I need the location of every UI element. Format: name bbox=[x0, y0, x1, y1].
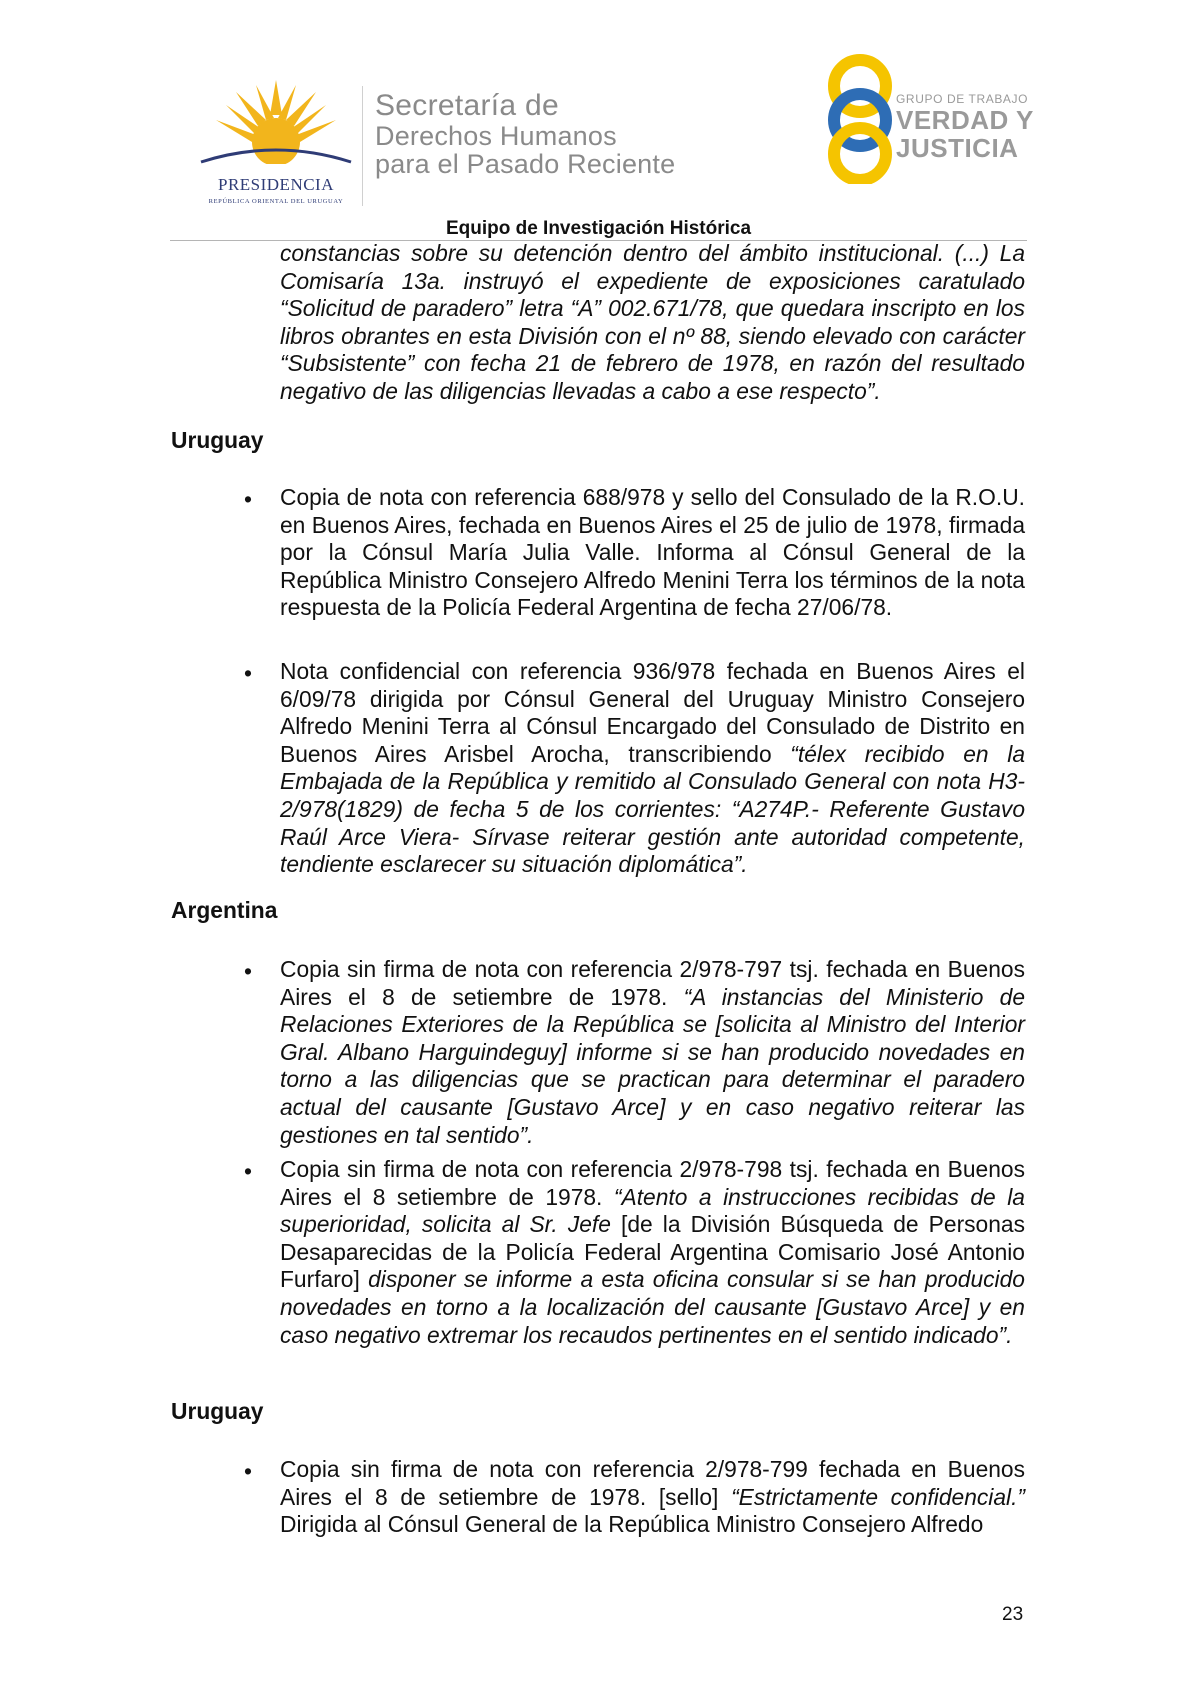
section-heading-argentina: Argentina bbox=[171, 897, 278, 923]
list-item-4 bbox=[280, 1156, 1025, 1349]
sun-emblem-icon bbox=[196, 80, 356, 175]
page-number: 23 bbox=[1002, 1604, 1024, 1625]
item-4-text-2: [de la División Búsqueda de Personas Desaparecidas de la Policía Federal Argentina Comisario José Antonio Furfaro] bbox=[280, 1211, 1025, 1293]
logo-divider bbox=[362, 86, 363, 206]
list-item-1: Copia de nota con referencia 688/978 y sello del Consulado de la R.O.U. en Buenos Aires, fechada en Buenos Aires el 25 de julio de 1978, firmada por la Cónsul María Julia Valle. Informa al Cónsul General de la República Ministro Consejero Alfredo Menini Terra los términos de la nota respuesta de la Policía Federal Argentina de fecha 27/06/78. bbox=[280, 484, 1025, 621]
secretaria-line-1: Secretaría de bbox=[375, 89, 560, 122]
bullet-2: • bbox=[244, 660, 252, 686]
justicia-label: JUSTICIA bbox=[896, 133, 1019, 163]
bullet-3: • bbox=[244, 958, 252, 984]
item-5-quote: “Estrictamente confidencial.” bbox=[731, 1483, 1025, 1510]
item-4-text-1: Copia sin firma de nota con referencia 2/978-798 tsj. fechada en Buenos Aires el 8 setiembre de 1978. bbox=[280, 1156, 1025, 1210]
quote-text: constancias sobre su detención dentro del ámbito institucional. (...) La Comisaría 13a. instruyó el expediente de exposiciones caratulado “Solicitud de paradero” letra “A” 002.671/78, que quedara inscripto en los libros obrantes en esta División con el nº 88, siendo elevado con carácter “Subsistente” con fecha 21 de febrero de 1978, en razón del resultado negativo de las diligencias llevadas a cabo a ese respecto”. bbox=[280, 240, 1025, 404]
verdad-label: VERDAD Y bbox=[896, 105, 1034, 135]
item-5-text-1: Copia sin firma de nota con referencia 2/978-799 fechada en Buenos Aires el 8 de setiembre de 1978. [sello] bbox=[280, 1456, 1025, 1510]
secretaria-logo bbox=[375, 90, 675, 178]
team-title: Equipo de Investigación Histórica bbox=[445, 218, 752, 239]
item-2-text: Nota confidencial con referencia 936/978 fechada en Buenos Aires el 6/09/78 dirigida por Cónsul General del Uruguay Ministro Consejero Alfredo Menini Terra al Cónsul Encargado del Consulado de Distrito en Buenos Aires Arisbel Arocha, transcribiendo bbox=[280, 658, 1025, 767]
item-5-text-2: Dirigida al Cónsul General de la República Ministro Consejero Alfredo bbox=[280, 1511, 984, 1538]
list-item-5 bbox=[280, 1456, 1025, 1539]
bullet-5: • bbox=[244, 1458, 252, 1484]
item-3-quote: “A instancias del Ministerio de Relaciones Exteriores de la República se [solicita al Ministro del Interior Gral. Albano Harguindeguy] informe si se han producido novedades en torno a las diligencias que se practican para determinar el paradero actual del causante [Gustavo Arce] y en caso negativo reiterar las gestiones en tal sentido”. bbox=[280, 983, 1025, 1148]
quote-continuation bbox=[280, 240, 1025, 406]
item-3-text: Copia sin firma de nota con referencia 2/978-797 tsj. fechada en Buenos Aires el 8 de setiembre de 1978. bbox=[280, 956, 1025, 1010]
item-4-quote-1: “Atento a instrucciones recibidas de la superioridad, solicita al Sr. Jefe bbox=[280, 1183, 1025, 1238]
item-4-quote-2: disponer se informe a esta oficina consular si se han producido novedades en torno a la localización del causante [Gustavo Arce] y en caso negativo extremar los recaudos pertinentes en el sentido indicado”. bbox=[280, 1266, 1025, 1348]
page-header bbox=[0, 50, 1190, 230]
list-item-3 bbox=[280, 956, 1025, 1149]
grupo-trabajo-logo bbox=[896, 92, 1034, 162]
grupo-trabajo-label: GRUPO DE TRABAJO bbox=[896, 92, 1029, 106]
section-heading-uruguay-2: Uruguay bbox=[171, 1398, 264, 1424]
secretaria-line-2: Derechos Humanos bbox=[375, 121, 617, 151]
presidencia-subtitle: REPÚBLICA ORIENTAL DEL URUGUAY bbox=[208, 198, 344, 205]
bullet-4: • bbox=[244, 1158, 252, 1184]
presidencia-logo bbox=[196, 80, 356, 225]
presidencia-wordmark: PRESIDENCIA bbox=[217, 175, 334, 194]
item-2-quote: “télex recibido en la Embajada de la República y remitido al Consulado General con nota H3-2/978(1829) de fecha 5 de los corrientes: “A274P.- Referente Gustavo Raúl Arce Viera- Sírvase reiterar gestión ante autoridad competente, tendiente esclarecer su situación diplomática”. bbox=[280, 740, 1025, 878]
bullet-1: • bbox=[244, 486, 252, 512]
secretaria-line-3: para el Pasado Reciente bbox=[375, 149, 676, 179]
list-item-2 bbox=[280, 658, 1025, 879]
section-heading-uruguay: Uruguay bbox=[171, 427, 264, 453]
